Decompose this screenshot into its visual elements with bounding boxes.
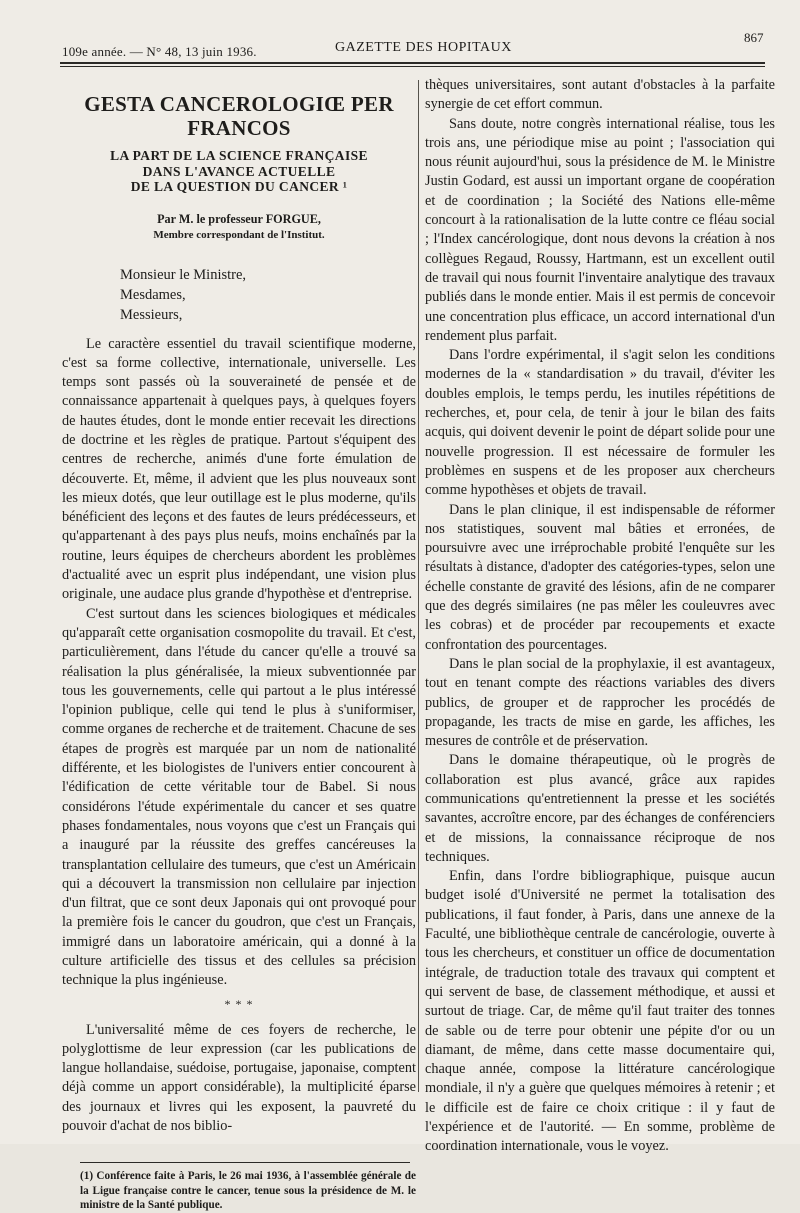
article-subtitle (62, 148, 416, 195)
paragraph: Dans l'ordre expérimental, il s'agit selon les conditions modernes de la « standardisation » du travail, d'éviter les doubles emplois, le temps perdu, les inutiles répétitions de recherches, et, pour cela, de tenir à jour le bilan des faits acquis, qui doivent devenir le point de départ solide pour une nouvelle progression. Il est nécessaire de formuler les problèmes en suspens et de les proposer aux chercheurs comme hypothèses et objets de travail. (425, 347, 775, 499)
paragraph: C'est surtout dans les sciences biologiques et médicales qu'apparaît cette organisation cosmopolite du travail. Et c'est, particulièrement, dans l'étude du cancer qu'elle a trouvé sa réalisation la plus généralisée, la mieux subventionnée par tous les gouvernements, celle qui partout a le plus intéressé l'opinion publique, celle qui tend le plus à s'uniformiser, comme organes de recherche et de traitement. Chacune de ses étapes de progrès est marquée par un nom de nationalité différente, et les biologistes de l'univers entier concourent à l'édification de cette véritable tour de Babel. Si nous considérons l'étude expérimentale du cancer et ses quatre phases fondamentales, nous voyons que c'est un Français qui a inauguré par la réussite des greffes cancéreuses la transplantation cellulaire des tumeurs, que c'est un Américain qui a découvert la transmission non cellulaire par injection d'un filtrat, que ce sont deux Japonais qui ont provoqué pour la première fois le cancer du goudron, que c'est un Français, immigré dans un laboratoire américain, qui a donné à la culture artificielle des tissus et des cellules sa précision technique la plus ingénieuse. (62, 605, 416, 989)
salutation-line: Monsieur le Ministre, (120, 266, 247, 283)
paragraph: Sans doute, notre congrès international réalise, tous les trois ans, une périodique mise au point ; l'association qui nous réunit aujourd'hui, sous la présidence de M. le Ministre Justin Godard, est aussi un important organe de coopération et de coordination ; la Société des Nations elle-même concourt à la rationalisation de la lutte contre ce fléau social ; l'Index cancérologique, dont nous devons la création à nos collègues Regaud, Roussy, Hartmann, est un excellent outil de travail qui nous fournit l'inventaire analytique des travaux publiés dans le monde entier. Mais il est permis de concevoir une concentration plus efficace, un accord international d'un rendement plus parfait. (425, 115, 775, 344)
footnote-rule (80, 1162, 410, 1163)
paragraph: L'universalité même de ces foyers de recherche, le polyglottisme de leur expression (car les publications de langue hollandaise, suédoise, portugaise, japonaise, comptent déjà comme un apport considérable), la multiplicité éparse des journaux et livres qui les exposent, la pauvreté du pouvoir d'achat de nos biblio- (62, 1021, 416, 1135)
running-header (0, 0, 800, 70)
issue-info: 109e année. — N° 48, 13 juin 1936. (62, 44, 257, 59)
salutation-line: Mesdames, (120, 286, 186, 303)
page-number: 867 (744, 30, 764, 45)
paragraph: Enfin, dans l'ordre bibliographique, puisque aucun budget isolé d'Université ne permet la totalisation des publications, il faut fonder, à Paris, dans une annexe de la Faculté, une bibliothèque centrale de cancérologie, ouverte à tous les chercheurs, et constituer un office de documentation intégrale, de traduction totale des travaux qui comptent et qui servent de base, de classement méthodique, et aussi et surtout de triage. Car, de même qu'il faut traiter des tonnes de sable ou de terre pour obtenir une pépite d'or ou un diamant, de même, dans cette masse documentaire qui, chaque année, compose la littérature cancérologique mondiale, il n'y a guère que quelques mémoires à retenir ; et le difficile est de faire ce choix critique : il y faut de l'expérience et de l'autorité. — En somme, problème de coordination internationale, vous le voyez. (425, 868, 775, 1155)
subtitle-line: DANS L'AVANCE ACTUELLE (142, 163, 336, 179)
author-name: Par M. le professeur FORGUE, (157, 211, 321, 226)
salutation-line: Messieurs, (120, 306, 183, 323)
right-column (425, 76, 775, 1157)
author-block (62, 211, 416, 243)
subtitle-line: DE LA QUESTION DU CANCER ¹ (130, 179, 348, 194)
footnote: (1) Conférence faite à Paris, le 26 mai 1936, à l'assemblée générale de la Ligue française contre le cancer, tenue sous la présidence de M. le ministre de la Santé publique. (80, 1170, 416, 1212)
section-separator: * * * (224, 996, 254, 1011)
left-column (62, 78, 416, 1213)
header-rule-thin (60, 66, 765, 67)
paragraph: Dans le domaine thérapeutique, où le progrès de collaboration est plus avancé, grâce aux rapides communications qu'entretiennent la presse et les sociétés savantes, accroître encore, par des échanges de conférenciers et de missions, la connaissance réciproque de nos techniques. (425, 752, 775, 865)
column-divider (418, 80, 419, 1092)
article-title: GESTA CANCEROLOGIŒ PER FRANCOS (84, 92, 394, 140)
paragraph: thèques universitaires, sont autant d'obstacles à la parfaite synergie de cet effort commun. (425, 77, 775, 113)
paragraph: Dans le plan clinique, il est indispensable de réformer nos statistiques, souvent mal bâties et erronées, de poursuivre avec une irréprochable probité l'enquête sur les résultats à distance, d'adopter des catégories-types, selon une échelle constante de gravité des lésions, afin de ne comparer que des degrés similaires (ne pas mêler les couleuvres avec les cobras) et de procéder par recoupements et exacte confrontation des pourcentages. (425, 501, 775, 653)
author-affiliation: Membre correspondant de l'Institut. (153, 228, 325, 241)
paragraph: Dans le plan social de la prophylaxie, il est avantageux, tout en tenant compte des réactions variables des divers publics, de grouper et de rapprocher les procédés de propagande, les tracts de mise en garde, les affiches, les mesures de contrôle et de préservation. (425, 655, 775, 750)
journal-title: GAZETTE DES HOPITAUX (335, 40, 512, 55)
paragraph: Le caractère essentiel du travail scientifique moderne, c'est sa forme collective, internationale, universelle. Les temps sont passés où la souveraineté de pensée et de connaissance appartenait à quelques pays, à quelques foyers de hautes études, dont le monde entier recevait les directions de doctrine et les règles de pratique. Partout s'équipent des centres de recherche, animés d'une forte émulation de découverte. Et, même, il advient que les plus nouveaux sont les mieux dotés, que leur outillage est le plus moderne, qu'ils bénéficient des leçons et des fautes de leurs prédécesseurs, et qu'appartenant à des pays plus neufs, moins enchaînés par la routine, leurs équipes de chercheurs abordent les problèmes d'actualité avec un esprit plus indépendant, une vision plus originale, une audace plus grande d'hypothèse et d'entreprise. (62, 335, 416, 603)
subtitle-line: LA PART DE LA SCIENCE FRANÇAISE (110, 148, 368, 163)
salutation (120, 265, 416, 325)
header-rule-thick (60, 62, 765, 64)
